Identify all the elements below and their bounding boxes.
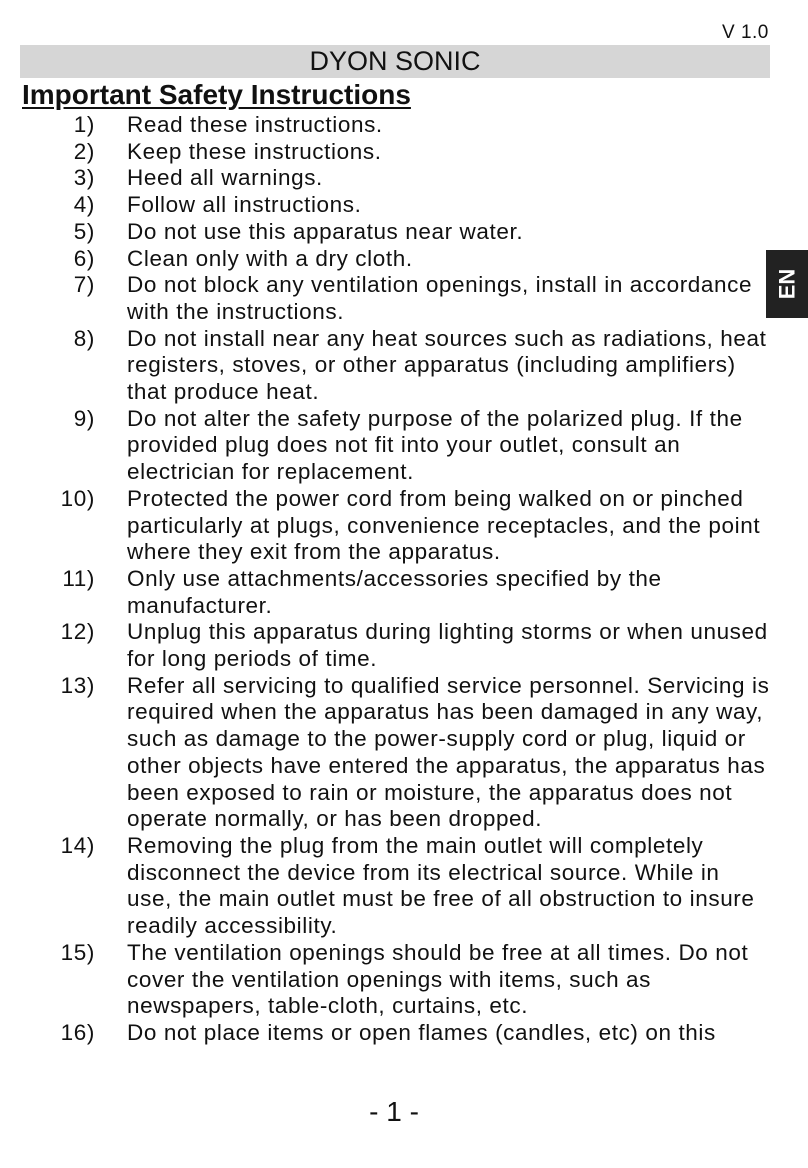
item-text: Removing the plug from the main outlet will completely disconnect the device from its electrical source. While in use, the main outlet must be free of all obstruction to insure readily accessibility. [127, 832, 755, 939]
brand-header: DYON SONIC [20, 45, 770, 78]
item-text: Do not install near any heat sources such as radiations, heat registers, stoves, or other apparatus (including amplifiers) that produce heat. [127, 325, 767, 405]
list-item [0, 219, 770, 246]
item-number: 9) [73, 405, 95, 431]
list-item [0, 619, 770, 672]
item-number: 4) [73, 192, 95, 218]
item-text: Do not place items or open flames (candles, etc) on this [127, 1019, 716, 1045]
item-number: 2) [73, 138, 95, 164]
item-text: Do not block any ventilation openings, install in accordance with the instructions. [127, 272, 753, 324]
item-number: 7) [73, 272, 95, 298]
item-number: 12) [60, 619, 95, 645]
item-number: 15) [60, 939, 95, 965]
item-number: 3) [73, 165, 95, 191]
list-item [0, 192, 770, 219]
item-text: The ventilation openings should be free at all times. Do not cover the ventilation openings with items, such as newspapers, table-cloth, curtains, etc. [127, 939, 749, 1019]
list-item [0, 1020, 770, 1047]
page-number: - 1 - [369, 1096, 419, 1127]
list-item [0, 272, 770, 325]
item-text: Unplug this apparatus during lighting storms or when unused for long periods of time. [127, 619, 768, 672]
item-text: Refer all servicing to qualified service personnel. Servicing is required when the apparatus has been damaged in any way, such as damage to the power-supply cord or plug, liquid or other objects have entered the apparatus, the apparatus has been exposed to rain or moisture, the apparatus does not operate normally, or has been dropped. [127, 672, 770, 832]
instruction-list [0, 112, 770, 1047]
item-number: 6) [73, 245, 95, 271]
item-text: Read these instructions. [127, 112, 383, 137]
item-text: Do not use this apparatus near water. [127, 218, 524, 244]
list-item [0, 326, 770, 406]
item-number: 14) [60, 832, 95, 858]
item-text: Protected the power cord from being walked on or pinched particularly at plugs, convenience receptacles, and the point where they exit from the apparatus. [127, 485, 761, 565]
item-text: Keep these instructions. [127, 138, 382, 164]
item-number: 11) [62, 565, 95, 591]
item-number: 10) [60, 485, 95, 511]
item-number: 8) [73, 325, 95, 351]
list-item [0, 673, 770, 833]
item-text: Do not alter the safety purpose of the polarized plug. If the provided plug does not fit into your outlet, consult an electrician for replacement. [127, 405, 743, 485]
item-number: 5) [73, 218, 95, 244]
language-tab-label: EN [774, 268, 799, 300]
page-title: Important Safety Instructions [22, 79, 411, 110]
list-item [0, 139, 770, 166]
item-number: 13) [60, 672, 95, 698]
list-item [0, 566, 770, 619]
item-text: Clean only with a dry cloth. [127, 245, 413, 271]
list-item [0, 112, 770, 139]
item-text: Heed all warnings. [127, 165, 323, 191]
list-item [0, 833, 770, 940]
item-number: 1) [73, 112, 95, 137]
list-item [0, 940, 770, 1020]
item-text: Follow all instructions. [127, 192, 362, 218]
version-label: V 1.0 [722, 22, 769, 43]
list-item [0, 165, 770, 192]
item-number: 16) [60, 1019, 95, 1045]
list-item [0, 246, 770, 273]
list-item [0, 486, 770, 566]
list-item [0, 406, 770, 486]
language-tab [766, 250, 808, 318]
item-text: Only use attachments/accessories specified by the manufacturer. [127, 565, 662, 618]
